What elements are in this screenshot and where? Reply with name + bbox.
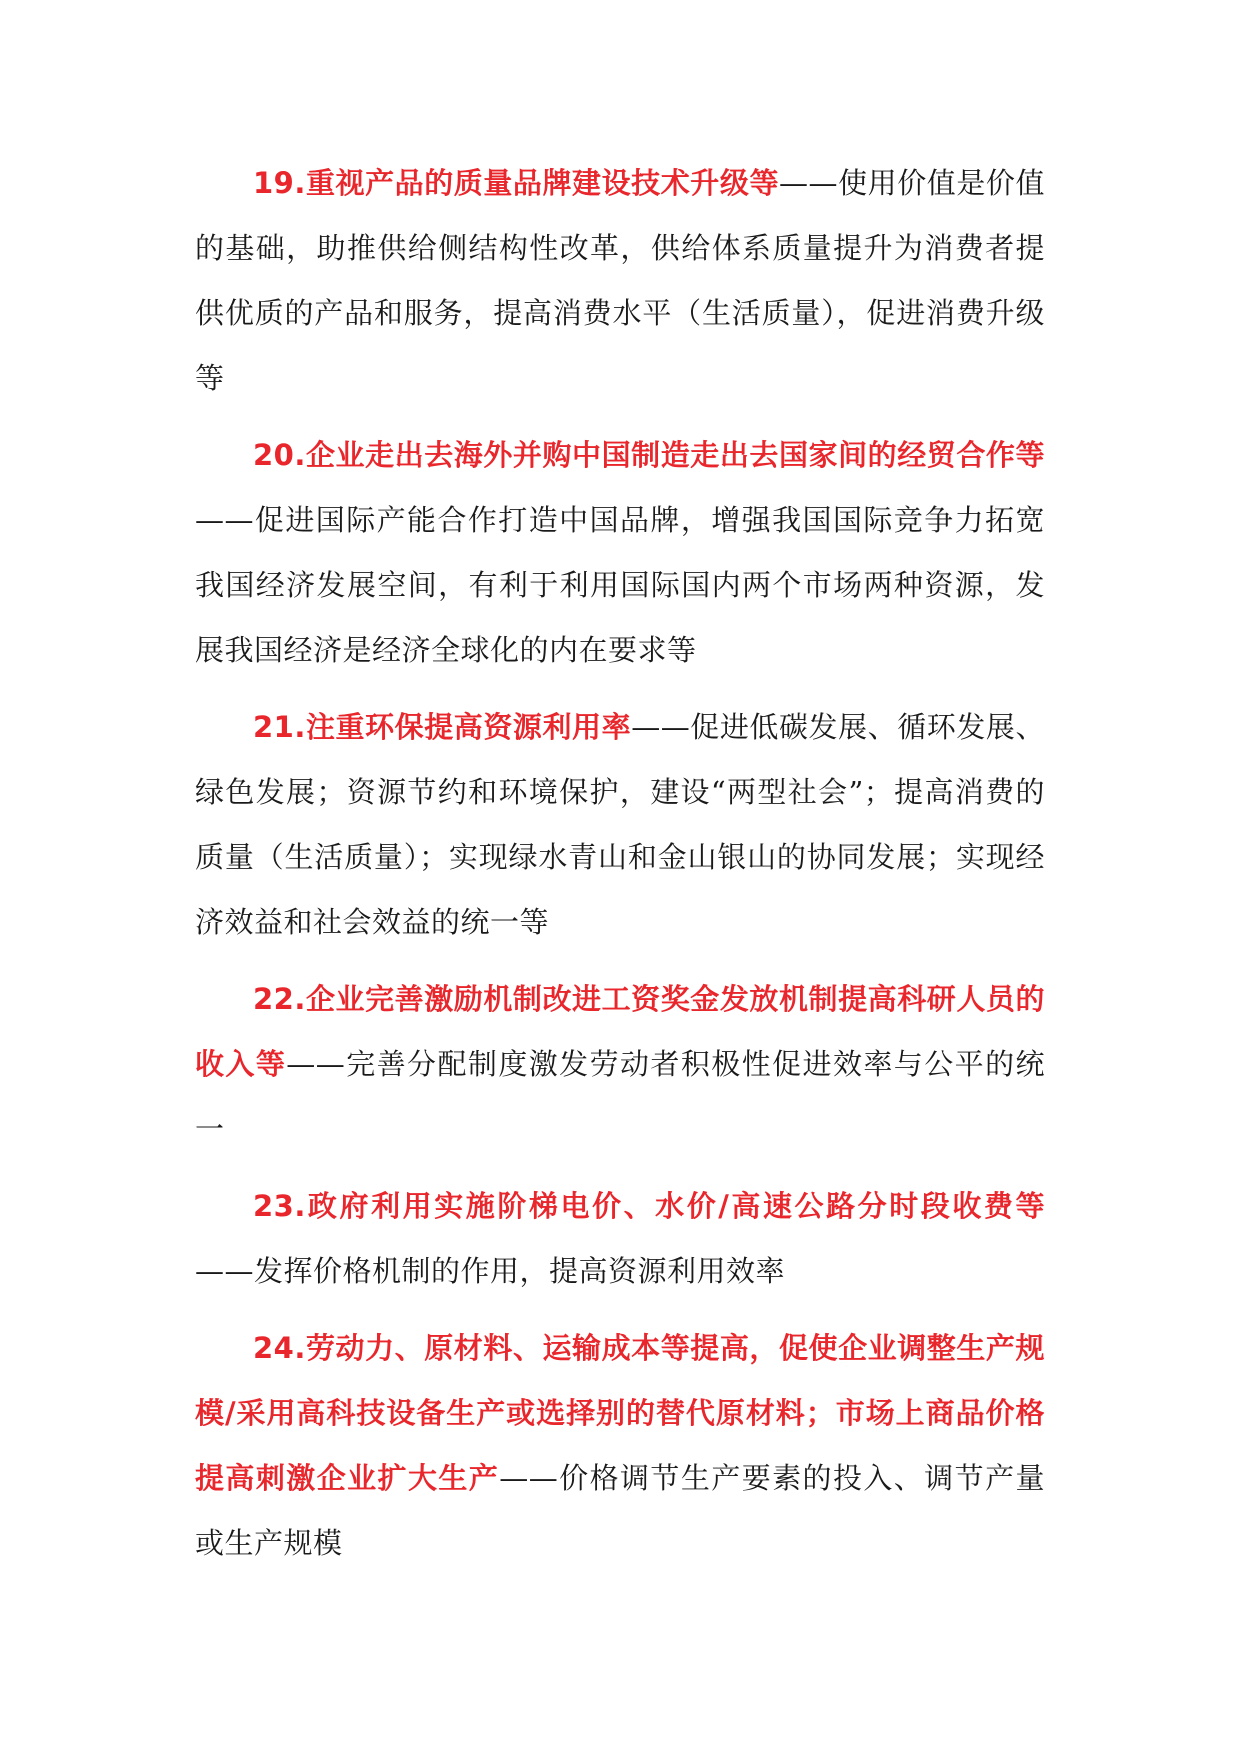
list-item <box>195 967 1045 1162</box>
item-explanation: ——发挥价格机制的作用，提高资源利用效率 <box>195 1254 786 1288</box>
document-page <box>195 151 1045 1588</box>
item-heading: 24.劳动力、原材料、运输成本等提高，促使企业调整生产规模/采用高科技设备生产或选择别的替代原材料；市场上商品价格提高刺激企业扩大生产 <box>195 1331 1045 1495</box>
item-explanation: ——促进低碳发展、循环发展、绿色发展；资源节约和环境保护，建设“两型社会”；提高消费的质量（生活质量）；实现绿水青山和金山银山的协同发展；实现经济效益和社会效益的统一等 <box>195 710 1045 939</box>
list-item <box>195 695 1045 955</box>
item-explanation: ——促进国际产能合作打造中国品牌，增强我国国际竞争力拓宽我国经济发展空间，有利于利用国际国内两个市场两种资源，发展我国经济是经济全球化的内在要求等 <box>195 503 1045 667</box>
list-item <box>195 1316 1045 1576</box>
item-explanation: ——价格调节生产要素的投入、调节产量或生产规模 <box>195 1461 1045 1560</box>
item-heading: 21.注重环保提高资源利用率 <box>253 710 632 744</box>
list-item <box>195 151 1045 411</box>
item-heading: 19.重视产品的质量品牌建设技术升级等 <box>253 166 780 200</box>
item-heading: 22.企业完善激励机制改进工资奖金发放机制提高科研人员的收入等 <box>195 982 1045 1081</box>
item-explanation: ——使用价值是价值的基础，助推供给侧结构性改革，供给体系质量提升为消费者提供优质的产品和服务，提高消费水平（生活质量），促进消费升级等 <box>195 166 1045 395</box>
item-heading: 20.企业走出去海外并购中国制造走出去国家间的经贸合作等 <box>253 438 1045 472</box>
list-item <box>195 423 1045 683</box>
list-item <box>195 1174 1045 1304</box>
item-explanation: ——完善分配制度激发劳动者积极性促进效率与公平的统一 <box>195 1047 1045 1146</box>
item-heading: 23.政府利用实施阶梯电价、水价/高速公路分时段收费等 <box>253 1189 1045 1223</box>
